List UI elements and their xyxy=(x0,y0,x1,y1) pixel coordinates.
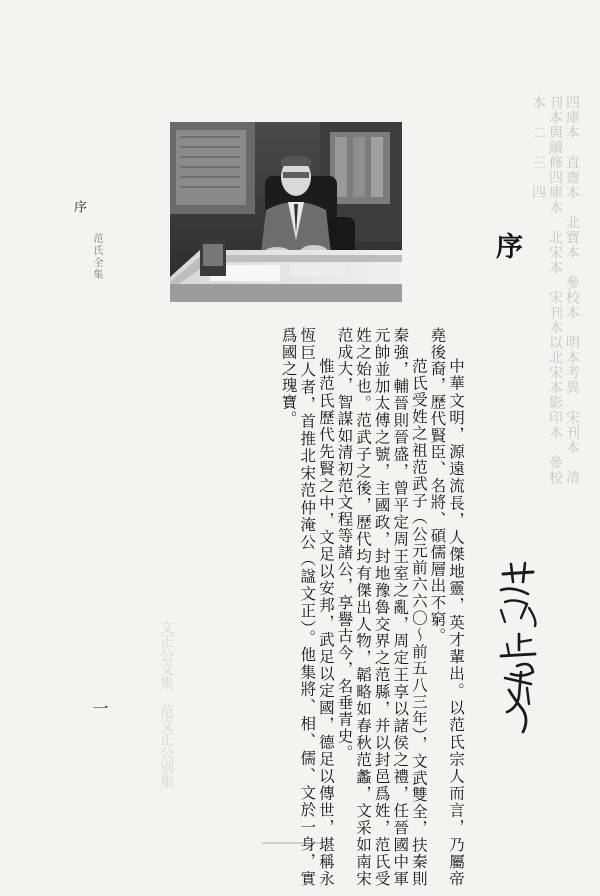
footer-rule xyxy=(262,842,322,844)
bleed-through-text-right: 四庫本 直齋本 北寶本 參校本 明本考異 宋刊本 清刊本與續修四庫本 北宋本 宋刊本以北宋本影印本 參校本 二 三 四 xyxy=(530,95,580,485)
running-header: 范氏全集 xyxy=(91,233,102,281)
page-number: 一 xyxy=(90,700,109,716)
preface-body xyxy=(113,327,465,887)
bleed-through-text-left: 文正公文集 范文正公別集 xyxy=(158,620,174,788)
page-title: 序 xyxy=(491,232,522,265)
handwritten-signature xyxy=(493,560,543,740)
paragraph-2: 范氏受姓之祖范武子（公元前六六〇～前五八三年），文武雙全，扶秦則秦強，輔晉則晉盛，曾平定周王室之亂，周定王享以諸侯之禮，任晉國中軍元帥並加太傅之號，主國政，封地豫魯交界之范縣，并以封邑爲姓，范氏受姓之始也。范武子之後，歷代均有傑出人物，韜略如春秋范蠡，文采如南宋范成大，智謀如清初范文程等諸公，享譽古今，名垂青史。 xyxy=(335,327,428,887)
portrait-photo xyxy=(170,122,402,302)
paragraph-3: 惟范氏歷代先賢之中，文足以安邦，武足以定國，德足以傳世，堪稱永恆巨人者，首推北宋范仲淹公（諡文正）。他集將、相、儒、文於一身，實爲國之瑰寶。 xyxy=(279,327,335,887)
section-label: 序 xyxy=(71,200,86,215)
paragraph-1: 中華文明，源遠流長，人傑地靈，英才輩出。以范氏宗人而言，乃屬帝堯後裔，歷代賢臣、名將、碩儒層出不窮。 xyxy=(428,327,465,887)
